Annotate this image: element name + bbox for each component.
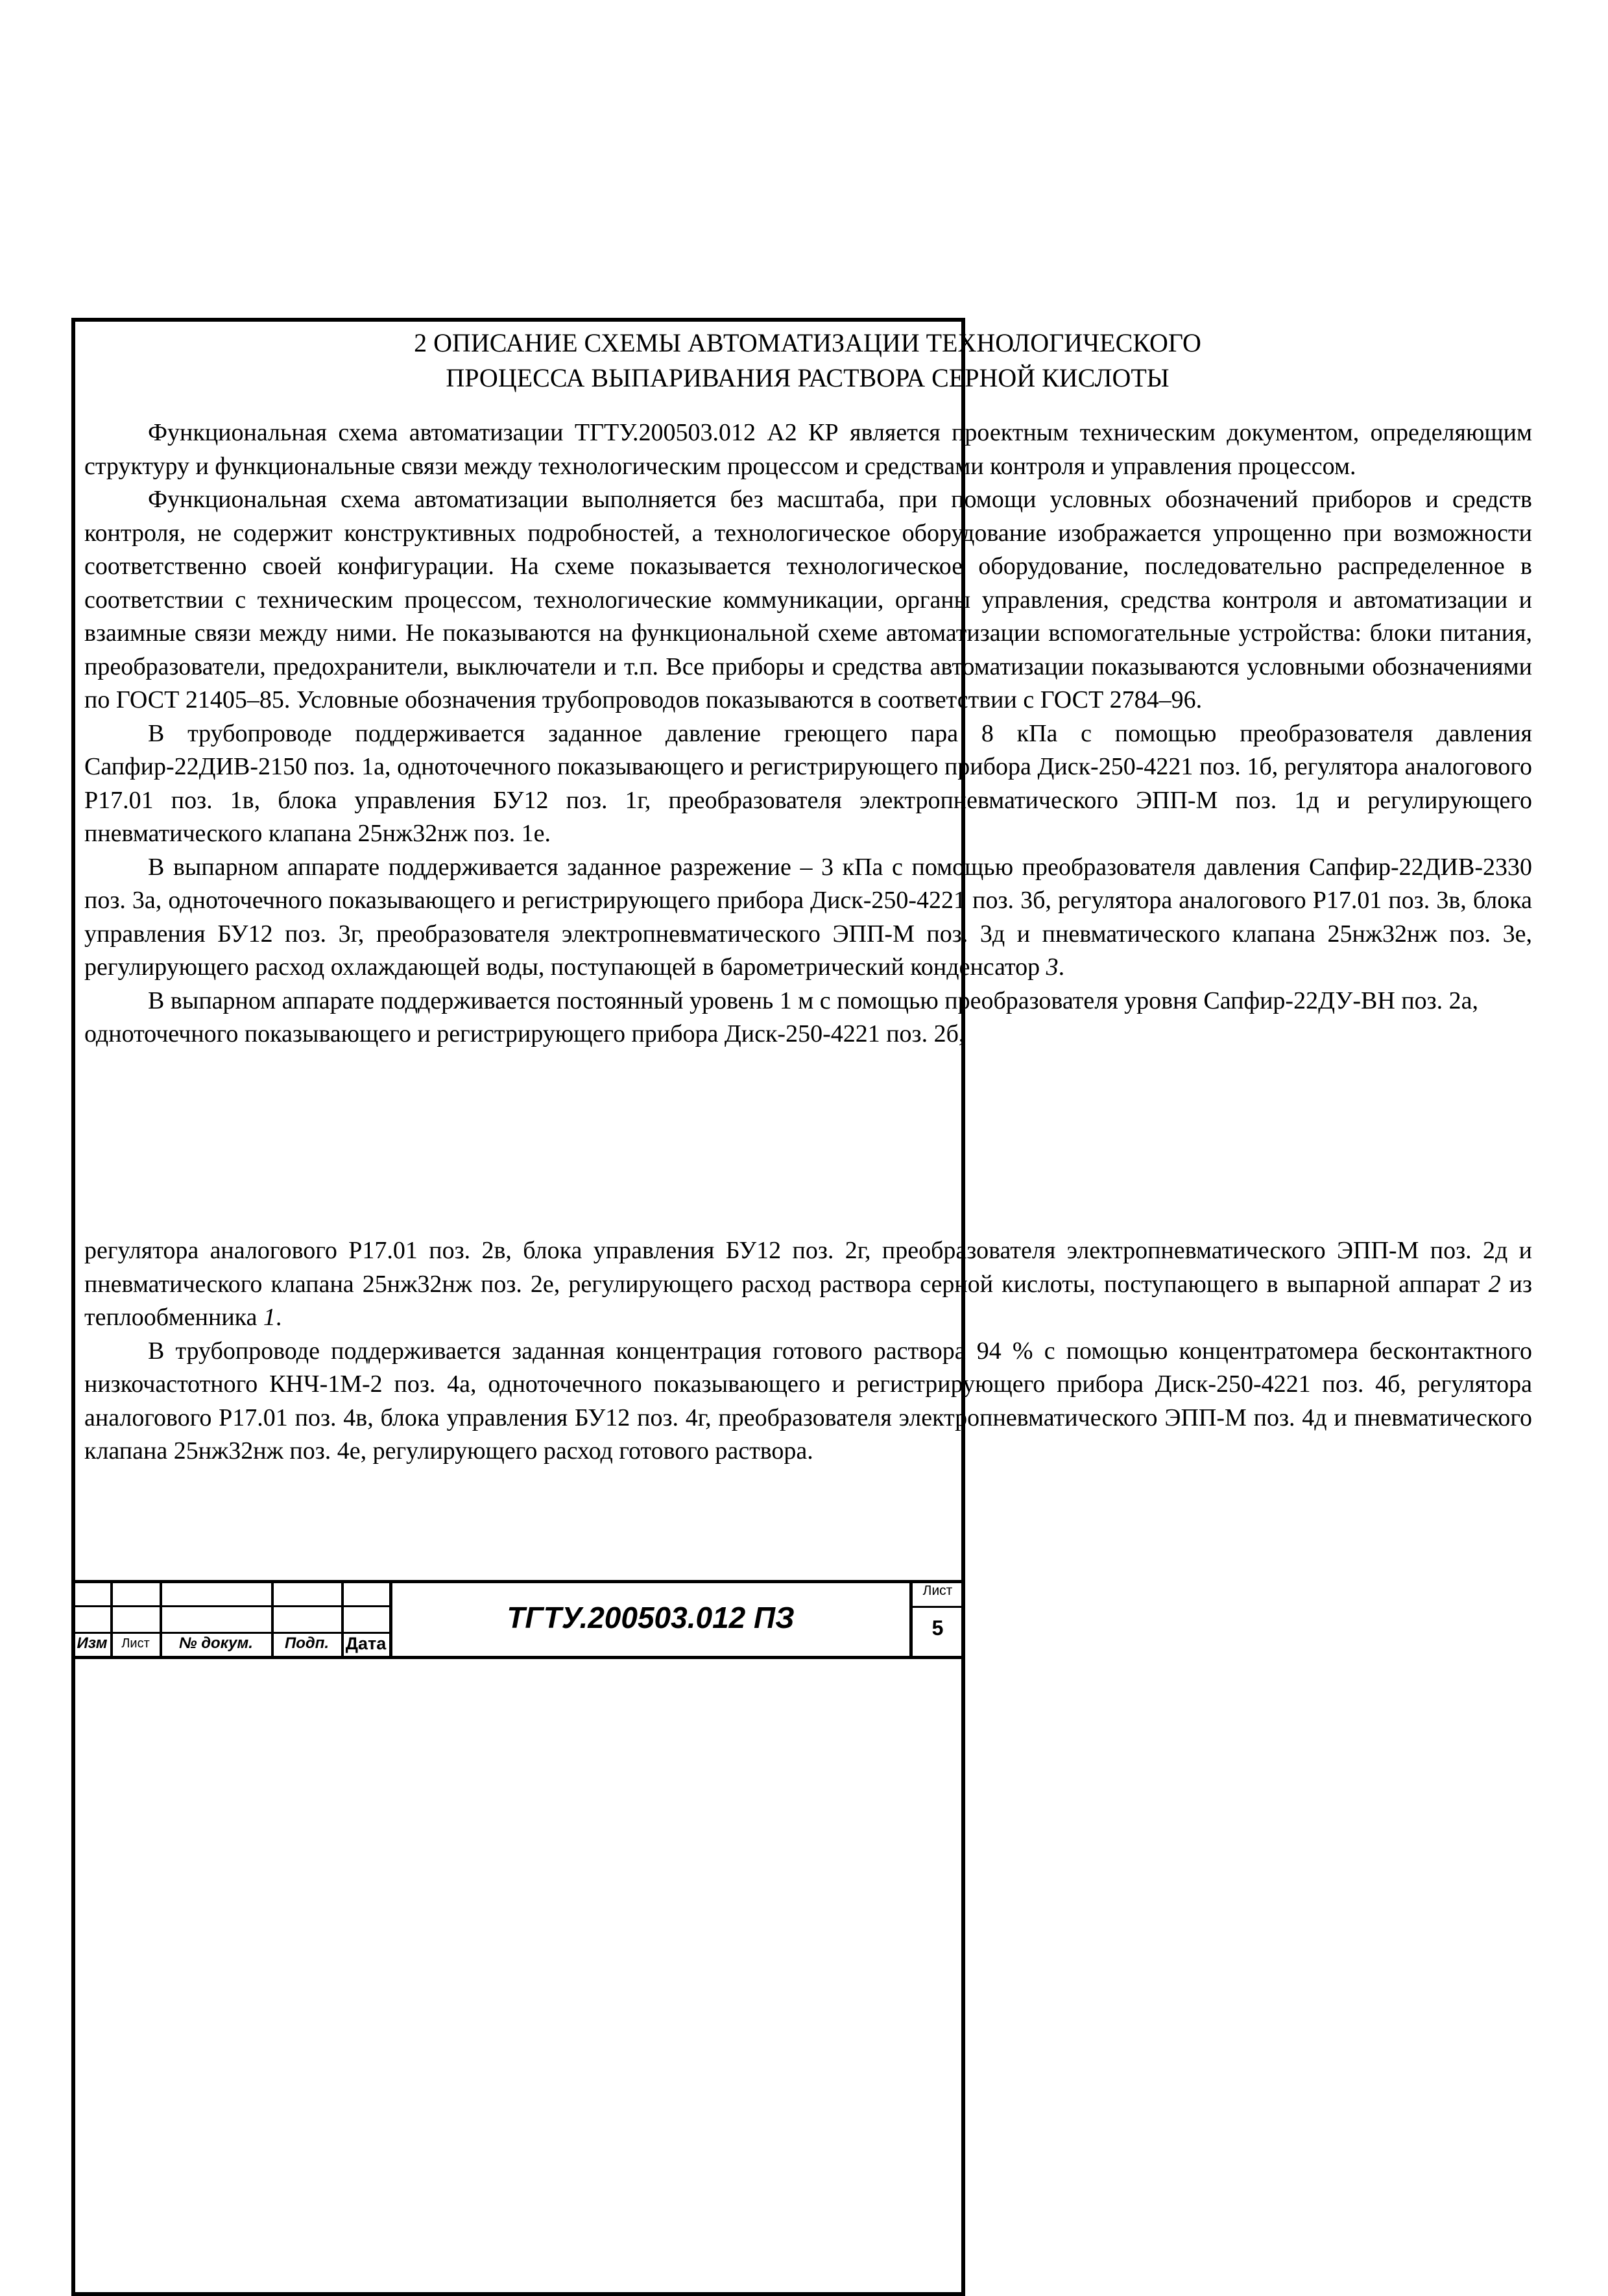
paragraph-2: Функциональная схема автоматизации выполняется без масштаба, при помощи условных обозначений приборов и средств контроля, не содержит конструктивных подробностей, а технологическое оборудование изображается упрощенно при возможности соответственно своей конфигурации. На схеме показывается технологическое оборудование, последовательно распределенное в соответствии с техническим процессом, технологические коммуникации, органы управления, средства контроля и автоматизации и взаимные связи между ними. Не показываются на функциональной схеме автоматизации вспомогательные устройства: блоки питания, преобразователи, предохранители, выключатели и т.п. Все приборы и средства автоматизации показываются условными обозначениями по ГОСТ 21405–85. Условные обозначения трубопроводов показываются в соответствии с ГОСТ 2784–96. <box>84 486 1532 713</box>
paragraph-4-text: В выпарном аппарате поддерживается заданное разрежение – 3 кПа с помощью преобразователя давления Сапфир-22ДИВ-2330 поз. 3а, одноточечного показывающего и регистрирующего прибора Диск-250-4221 поз. 3б, регулятора аналогового Р17.01 поз. 3в, блока управления БУ12 поз. 3г, преобразователя электропневматического ЭПП-М поз. 3д и пневматического клапана 25нж32нж поз. 3е, регулирующего расход охлаждающей воды, поступающей в барометрический конденсатор <box>84 853 1532 981</box>
sheet-number: 5 <box>931 1616 944 1640</box>
paragraph-3: В трубопроводе поддерживается заданное давление греющего пара 8 кПа с помощью преобразователя давления Сапфир-22ДИВ-2150 поз. 1а, одноточечного показывающего и регистрирующего прибора Диск-250-4221 поз. 1б, регулятора аналогового Р17.01 поз. 1в, блока управления БУ12 поз. 1г, преобразователя электропневматического ЭПП-М поз. 1д и регулирующего пневматического клапана 25нж32нж поз. 1е. <box>84 719 1532 847</box>
stamp-label-date: Дата <box>345 1634 387 1653</box>
document-code: ТГТУ.200503.012 ПЗ <box>507 1601 795 1634</box>
paragraph-1: Функциональная схема автоматизации ТГТУ.200503.012 А2 КР является проектным техническим документом, определяющим структуру и функциональные связи между технологическим процессом и средствами контроля и управления процессом. <box>84 419 1532 480</box>
section-heading-line-1: 2 ОПИСАНИЕ СХЕМЫ АВТОМАТИЗАЦИИ ТЕХНОЛОГИЧЕСКОГО <box>414 328 1201 357</box>
paragraph-6 <box>84 1234 1532 1335</box>
stamp-line-top <box>71 1580 965 1583</box>
body-text-block-2 <box>84 1234 1532 1468</box>
sheet-label: Лист <box>922 1583 953 1598</box>
stamp-line-sheet <box>910 1606 965 1608</box>
paragraph-6-text-b: из теплообменника <box>84 1270 1532 1331</box>
paragraph-6-ref-2: 1 <box>263 1304 276 1331</box>
paragraph-6-end: . <box>275 1304 282 1331</box>
paragraph-4 <box>84 851 1532 985</box>
stamp-line-bottom <box>71 1656 965 1659</box>
paragraph-4-end: . <box>1058 953 1065 981</box>
stamp-label-doc-number: № докум. <box>179 1634 253 1652</box>
stamp-label-list: Лист <box>121 1636 150 1651</box>
paragraph-6-text-a: регулятора аналогового Р17.01 поз. 2в, блока управления БУ12 поз. 2г, преобразователя электропневматического ЭПП-М поз. 2д и пневматического клапана 25нж32нж поз. 2е, регулирующего расход раствора серной кислоты, поступающего в выпарной аппарат <box>84 1237 1532 1298</box>
title-block <box>71 1580 965 1659</box>
section-heading-line-2: ПРОЦЕССА ВЫПАРИВАНИЯ РАСТВОРА СЕРНОЙ КИСЛОТЫ <box>446 363 1170 392</box>
paragraph-4-ref: 3 <box>1046 953 1059 981</box>
body-text-block-1 <box>84 416 1532 1051</box>
section-heading <box>84 326 1531 396</box>
stamp-label-signature: Подп. <box>284 1634 330 1652</box>
paragraph-6-ref-1: 2 <box>1488 1270 1501 1298</box>
stamp-label-izm: Изм <box>77 1634 108 1652</box>
paragraph-5: В выпарном аппарате поддерживается постоянный уровень 1 м с помощью преобразователя уровня Сапфир-22ДУ-ВН поз. 2а, одноточечного показывающего и регистрирующего прибора Диск-250-4221 поз. 2б, <box>84 987 1479 1047</box>
paragraph-7: В трубопроводе поддерживается заданная концентрация готового раствора 94 % с помощью концентратомера бесконтактного низкочастотного КНЧ-1М-2 поз. 4а, одноточечного показывающего и регистрирующего прибора Диск-250-4221 поз. 4б, регулятора аналогового Р17.01 поз. 4в, блока управления БУ12 поз. 4г, преобразователя электропневматического ЭПП-М поз. 4д и пневматического клапана 25нж32нж поз. 4е, регулирующего расход готового раствора. <box>84 1337 1532 1465</box>
